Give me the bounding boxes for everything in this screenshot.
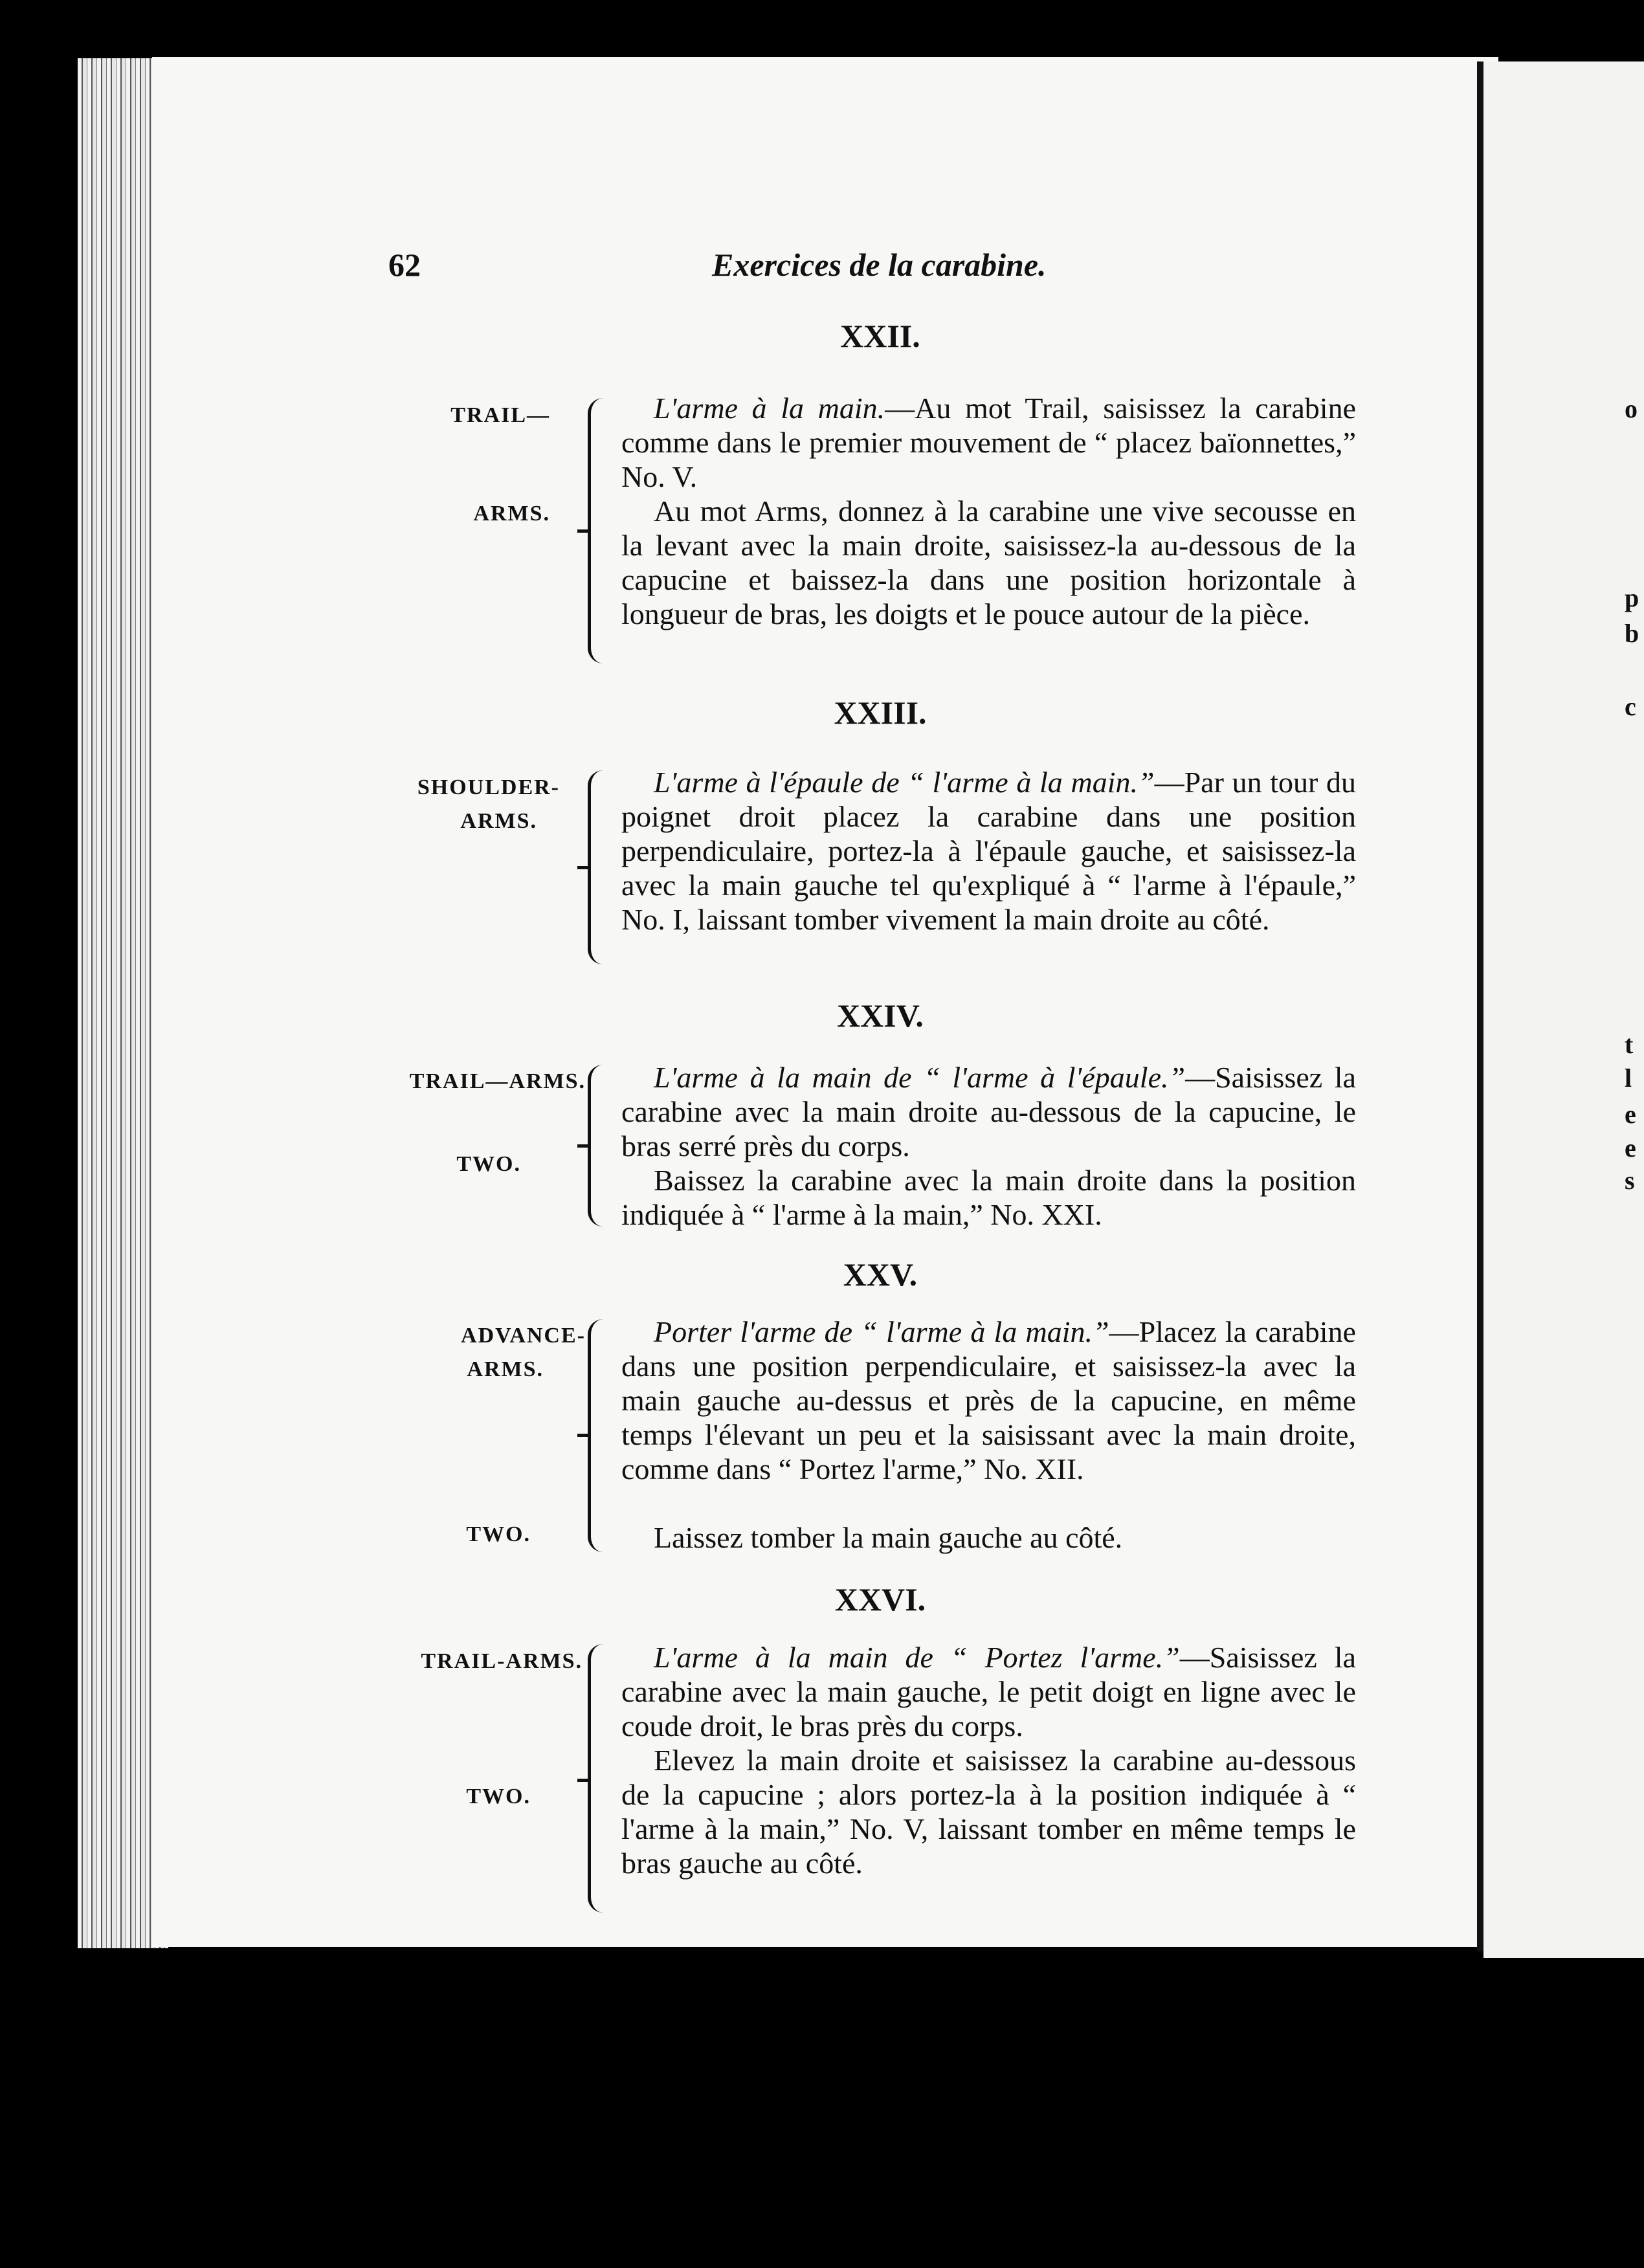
command-label: ARMS.: [460, 809, 537, 833]
section-paragraph: [621, 1163, 1356, 1232]
facing-page-letter: p: [1625, 583, 1639, 612]
paragraph-title: L'arme à la main de “ l'arme à l'épaule.”: [654, 1061, 1186, 1094]
facing-page-letter: e: [1625, 1100, 1636, 1129]
paragraph-text: Au mot Arms, donnez à la carabine une vive secousse en la levant avec la main droite, saisissez-la au-dessous de la capucine et baissez-la dans une position horizontale à longueur de bras, les doigts et le pouce autour de la pièce.: [621, 495, 1356, 630]
paragraph-text: —Placez la carabine dans une position perpendiculaire, et saisissez-la avec la main gauche au-dessus et près de la capucine, en même temps l'élevant un peu et la saisissant avec la main droite, comme dans “ Portez l'arme,” No. XII.: [621, 1315, 1357, 1485]
facing-page-letter: l: [1625, 1063, 1632, 1093]
section-number: XXIV.: [837, 997, 924, 1034]
paragraph-title: L'arme à la main.: [654, 392, 885, 425]
command-label: TWO.: [466, 1522, 531, 1546]
facing-page-letter: s: [1625, 1166, 1635, 1195]
command-label: SHOULDER-: [417, 775, 560, 799]
paragraph-title: Porter l'arme de “ l'arme à la main.”: [654, 1315, 1109, 1348]
brace: [588, 770, 617, 964]
paragraph-text: Laissez tomber la main gauche au côté.: [654, 1521, 1123, 1554]
paragraph-title: L'arme à l'épaule de “ l'arme à la main.”: [654, 766, 1155, 799]
page-number: 62: [388, 247, 421, 283]
command-label: TRAIL—: [450, 403, 550, 427]
section-number: XXVI.: [834, 1581, 926, 1618]
brace: [588, 1319, 617, 1552]
brace-tip: [577, 1434, 589, 1437]
facing-page: [1483, 61, 1644, 1958]
command-label: TRAIL-ARMS.: [421, 1649, 583, 1673]
brace: [588, 1644, 617, 1913]
section-paragraph: [621, 494, 1356, 631]
paragraph-text: —Saisissez la carabine avec la main droite au-dessous de la capucine, le bras serré près du corps.: [621, 1061, 1356, 1162]
paragraph-text: —Par un tour du poignet droit placez la carabine dans une position perpendiculaire, portez-la à l'épaule gauche, et saisissez-la avec la main gauche tel qu'expliqué à “ l'arme à l'épaule,” No. I, laissant tomber vivement la main droite au côté.: [621, 766, 1357, 936]
facing-page-letter: t: [1625, 1030, 1634, 1059]
section-number: XXV.: [843, 1256, 918, 1293]
brace-tip: [577, 1779, 589, 1782]
section-number: XXII.: [840, 318, 920, 354]
command-label: ARMS.: [467, 1357, 544, 1381]
facing-page-letter: o: [1625, 394, 1638, 423]
section-paragraph: [621, 1520, 1356, 1555]
command-label: TRAIL—ARMS.: [409, 1069, 586, 1093]
brace-tip: [577, 1144, 589, 1148]
facing-page-letter: e: [1625, 1133, 1636, 1162]
command-label: TWO.: [466, 1784, 531, 1808]
section-paragraph: [621, 1640, 1356, 1743]
brace: [588, 398, 617, 663]
paragraph-text: —Saisissez la carabine avec la main gauche, le petit doigt en ligne avec le coude droit, le bras près du corps.: [621, 1641, 1356, 1742]
command-label: ARMS.: [473, 502, 550, 526]
running-head: Exercices de la carabine.: [712, 247, 1047, 283]
brace: [588, 1065, 617, 1227]
section-number: XXIII.: [834, 695, 927, 731]
brace-tip: [577, 866, 589, 869]
facing-page-letter: b: [1625, 619, 1639, 648]
facing-page-letter: c: [1625, 692, 1636, 721]
paragraph-text: Elevez la main droite et saisissez la carabine au-dessous de la capucine ; alors portez-la à la position indiquée à “ l'arme à la main,” No. V, laissant tomber en même temps le bras gauche au côté.: [621, 1744, 1356, 1880]
paragraph-text: Baissez la carabine avec la main droite dans la position indiquée à “ l'arme à la main,” No. XXI.: [621, 1164, 1356, 1231]
section-paragraph: [621, 1743, 1356, 1880]
section-paragraph: [621, 1060, 1356, 1163]
page-gutter: [1477, 61, 1483, 1951]
section-paragraph: [621, 1315, 1356, 1486]
page-header: [382, 246, 1366, 291]
section-paragraph: [621, 391, 1356, 494]
command-label: TWO.: [456, 1152, 521, 1176]
section-paragraph: [621, 765, 1356, 937]
brace-tip: [577, 529, 589, 533]
command-label: ADVANCE-: [461, 1324, 586, 1348]
paragraph-title: L'arme à la main de “ Portez l'arme.”: [654, 1641, 1180, 1674]
paragraph-text: —Au mot Trail, saisissez la carabine comme dans le premier mouvement de “ placez baïonnettes,” No. V.: [621, 392, 1356, 493]
